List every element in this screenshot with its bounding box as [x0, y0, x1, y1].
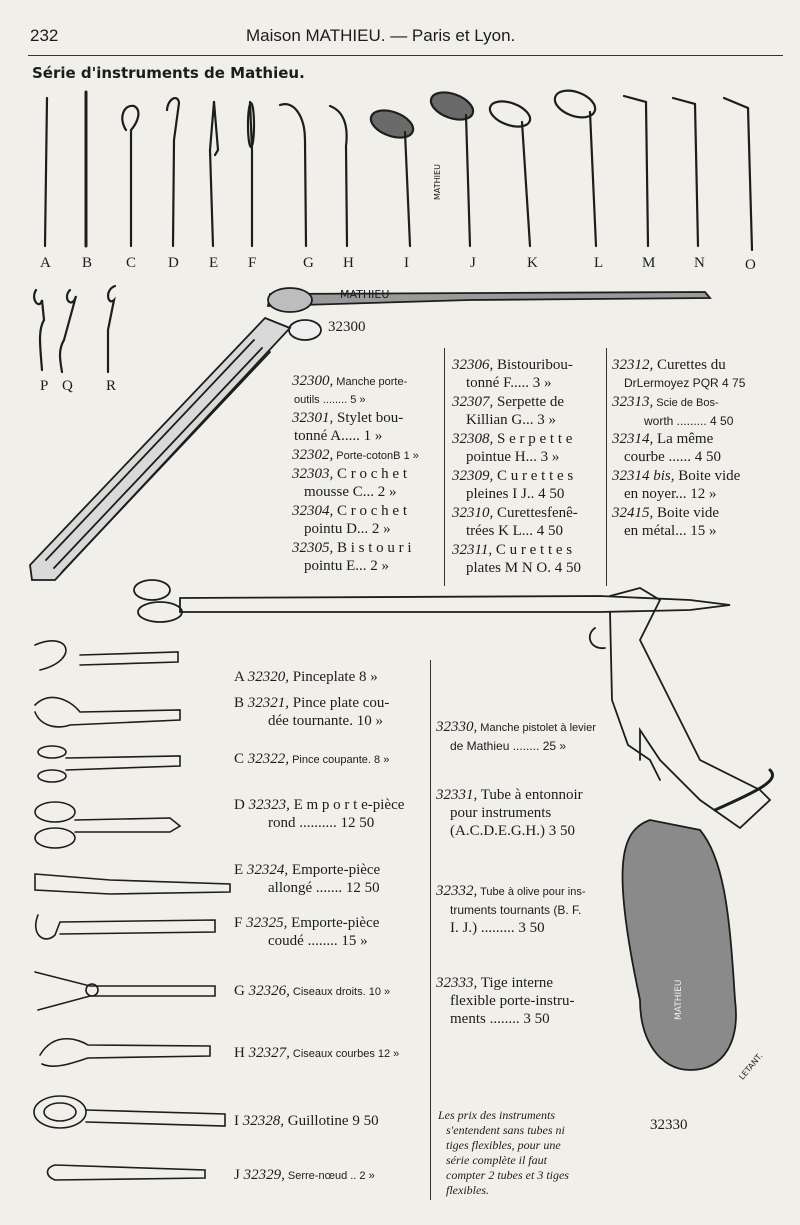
entry-price: mousse C... 2 » [304, 484, 397, 500]
punch-E [35, 874, 230, 894]
entry-price: rond .......... 12 50 [268, 815, 375, 831]
entry-price: trées K L... 4 50 [466, 523, 564, 539]
letter-C: C [126, 255, 137, 271]
entry-text: Manche porte- [333, 376, 408, 388]
column-divider [444, 348, 445, 586]
catalog-number: 32320, [247, 669, 290, 685]
column-divider [606, 348, 607, 586]
instrument-G-serpette [280, 104, 306, 246]
entry-price: outils ........ 5 » [294, 394, 366, 406]
catalog-number: 32314 bis, [612, 468, 675, 484]
entry-text: Pinceplate 8 » [289, 669, 378, 685]
letter-I: I [404, 255, 409, 271]
instrument-H-serpette [330, 106, 347, 246]
entry-price: courbe ...... 4 50 [624, 449, 722, 465]
price-column-1 [292, 372, 442, 576]
column-divider [430, 660, 431, 1200]
price-entry [234, 1044, 399, 1063]
price-entry [292, 372, 442, 409]
price-entry [452, 504, 602, 541]
catalog-number: 32314, [612, 431, 654, 447]
letter-F: F [234, 915, 243, 931]
instrument-D-hook [167, 98, 179, 246]
letter-D: D [234, 797, 245, 813]
scissors-H [40, 1039, 210, 1066]
forceps-C [38, 746, 180, 782]
entry-text: Curettes du [653, 357, 726, 373]
catalog-number: 32321, [247, 695, 290, 711]
instrument-Q [60, 290, 76, 372]
catalog-number: 32325, [246, 915, 288, 931]
entry-price: coudé ........ 15 » [268, 933, 368, 949]
catalog-number: 32415, [612, 505, 654, 521]
forceps-A [35, 641, 178, 670]
entry-text: B i s t o u r i [333, 540, 412, 556]
entry-price: (A.C.D.E.G.H.) 3 50 [450, 823, 575, 839]
price-entry [234, 668, 378, 686]
entry-price: dée tournante. 10 » [268, 713, 383, 729]
catalog-number: 32310, [452, 505, 494, 521]
catalog-number: 32311, [452, 542, 493, 558]
entry-text: Tube à olive pour ins- [477, 886, 586, 898]
letter-L: L [594, 255, 604, 271]
letter-G: G [303, 255, 314, 271]
entry-text: Ciseaux droits. 10 » [289, 986, 391, 998]
letter-C: C [234, 751, 245, 767]
entry-text: S e r p e t t e [493, 431, 573, 447]
entry-text: C u r e t t e s [492, 542, 573, 558]
letter-B: B [234, 695, 245, 711]
catalog-number: 32313, [612, 394, 654, 410]
letter-H: H [234, 1045, 245, 1061]
letter-F: F [248, 255, 257, 271]
instrument-O-curette [724, 98, 752, 250]
entry-line: truments tournants (B. F. [450, 903, 582, 917]
entry-text: Tige interne [477, 975, 554, 991]
entry-price: pointu D... 2 » [304, 521, 391, 537]
letter-P: P [40, 378, 49, 394]
footnote-line: tiges flexibles, pour une [446, 1138, 561, 1152]
catalog-number: 32303, [292, 466, 334, 482]
footnote-line: flexibles. [446, 1183, 489, 1197]
letter-E: E [234, 862, 244, 878]
letter-N: N [694, 255, 705, 271]
price-entry [612, 467, 772, 504]
instrument-C-hook [122, 106, 138, 246]
entry-text: C r o c h e t [333, 503, 407, 519]
catalog-number: 32309, [452, 468, 494, 484]
price-entry [234, 1166, 375, 1185]
snare-J [48, 1165, 206, 1180]
price-entry [436, 974, 575, 1028]
punch-F [36, 915, 215, 939]
price-entry [452, 356, 602, 393]
catalog-number: 32326, [248, 983, 290, 999]
catalog-number: 32322, [247, 751, 290, 767]
entry-text: Emporte-pièce [287, 915, 380, 931]
entry-price: tonné F..... 3 » [466, 375, 552, 391]
entry-price: pointue H... 3 » [466, 449, 560, 465]
entry-text: Bistouribou- [493, 357, 573, 373]
entry-text: Pince coupante. 8 » [289, 754, 390, 766]
handle-stamp: MATHIEU [340, 288, 390, 301]
letter-B: B [82, 255, 93, 271]
entry-text: Serpette de [493, 394, 565, 410]
letter-D: D [168, 255, 179, 271]
price-entry [612, 504, 772, 541]
price-column-2 [452, 356, 602, 578]
entry-text: Guillotine 9 50 [284, 1113, 379, 1129]
catalog-number: 32306, [452, 357, 494, 373]
letter-R: R [106, 378, 117, 394]
letter-O: O [745, 257, 756, 273]
entry-price: I. J.) ......... 3 50 [450, 920, 545, 936]
entry-text: Serre-nœud .. 2 » [284, 1170, 375, 1182]
letter-M: M [642, 255, 656, 271]
instrument-L-curette [551, 86, 599, 246]
letter-A: A [40, 255, 51, 271]
entry-text: Manche pistolet à levier [477, 722, 596, 734]
footnote-line: Les prix des instruments [438, 1108, 555, 1122]
catalog-number: 32327, [248, 1045, 290, 1061]
entry-price: Killian G... 3 » [466, 412, 556, 428]
letter-I: I [234, 1113, 239, 1129]
catalog-number: 32304, [292, 503, 334, 519]
page-header-title: Maison MATHIEU. — Paris et Lyon. [246, 26, 516, 45]
catalog-number: 32330, [436, 719, 478, 735]
series-title: Série d'instruments de Mathieu. [32, 64, 305, 82]
price-entry [452, 541, 602, 578]
catalog-number: 32328, [242, 1113, 284, 1129]
letter-Q: Q [62, 378, 73, 394]
instrument-F-bistoury [248, 102, 254, 246]
entry-price: pleines I J.. 4 50 [466, 486, 565, 502]
entry-price: DrLermoyez PQR 4 75 [624, 376, 746, 390]
price-entry [234, 796, 404, 832]
catalog-number: 32323, [248, 797, 290, 813]
catalog-number: 32332, [436, 883, 478, 899]
letter-J: J [470, 255, 476, 271]
letter-A: A [234, 669, 245, 685]
price-entry [292, 502, 442, 539]
entry-text: La même [653, 431, 714, 447]
entry-text: Tube à entonnoir [477, 787, 583, 803]
page-number: 232 [30, 26, 59, 45]
instrument-R [108, 286, 115, 372]
letter-K: K [527, 255, 538, 271]
guillotine-I [34, 1096, 225, 1128]
entry-text: Boite vide [653, 505, 720, 521]
price-entry [612, 393, 772, 430]
price-entry [234, 1112, 379, 1130]
catalog-number: 32301, [292, 410, 334, 426]
scissors-G [35, 972, 215, 1010]
price-entry [452, 467, 602, 504]
catalog-number: 32307, [452, 394, 494, 410]
engraver-signature: LETANT. [737, 1051, 765, 1082]
entry-price: plates M N O. 4 50 [466, 560, 581, 576]
handle-fig-number: 32300 [328, 319, 366, 335]
entry-text: Boite vide [674, 468, 741, 484]
catalog-number: 32300, [292, 373, 334, 389]
instrument-E-bistoury [210, 102, 218, 246]
instrument-M-curette [624, 96, 648, 246]
price-column-3 [612, 356, 772, 541]
entry-price: tonné A..... 1 » [294, 428, 383, 444]
price-entry [436, 718, 596, 755]
catalog-number: 32305, [292, 540, 334, 556]
price-entry [292, 539, 442, 576]
footnote-line: s'entendent sans tubes ni [446, 1123, 565, 1137]
instrument-I-curette [367, 105, 417, 246]
entry-text: Porte-cotonB 1 » [333, 450, 419, 462]
entry-text: Curettesfenê- [493, 505, 578, 521]
price-entry [292, 465, 442, 502]
punch-D [35, 802, 180, 848]
letter-J: J [234, 1167, 240, 1183]
entry-price: en noyer... 12 » [624, 486, 717, 502]
pistol-handle-stamp: MATHIEU [674, 979, 684, 1020]
entry-text: E m p o r t e-pièce [289, 797, 405, 813]
entry-text: Stylet bou- [333, 410, 404, 426]
entry-text: C r o c h e t [333, 466, 407, 482]
entry-line: pour instruments [450, 805, 552, 821]
entry-text: Ciseaux courbes 12 » [289, 1048, 400, 1060]
footnote-line: compter 2 tubes et 3 tiges [446, 1168, 569, 1182]
catalog-number: 32331, [436, 787, 478, 803]
pistol-fig-number: 32330 [650, 1117, 688, 1133]
price-entry [612, 430, 772, 467]
entry-text: Scie de Bos- [653, 397, 719, 409]
instrument-N-curette [673, 98, 698, 246]
price-entry [292, 446, 442, 465]
entry-price: worth ......... 4 50 [644, 414, 734, 428]
price-entry [234, 861, 380, 897]
entry-line: flexible porte-instru- [450, 993, 575, 1009]
instrument-A-stylet [45, 98, 47, 246]
price-entry [292, 409, 442, 446]
catalog-number: 32308, [452, 431, 494, 447]
price-entry [234, 750, 389, 769]
price-entry [436, 786, 583, 840]
mathieu-stamp: MATHIEU [433, 164, 442, 200]
price-entry [234, 982, 390, 1001]
price-entry [612, 356, 772, 393]
catalog-number: 32324, [246, 862, 289, 878]
letter-E: E [209, 255, 219, 271]
price-entry [452, 393, 602, 430]
instrument-P [34, 290, 44, 370]
catalog-number: 32329, [243, 1167, 285, 1183]
entry-text: Emporte-pièce [288, 862, 381, 878]
instrument-K-curette [487, 96, 534, 246]
catalog-number: 32312, [612, 357, 654, 373]
entry-price: en métal... 15 » [624, 523, 717, 539]
price-entry [436, 882, 585, 937]
price-entry [234, 914, 379, 950]
catalog-number: 32302, [292, 447, 334, 463]
price-entry [452, 430, 602, 467]
entry-text: Pince plate cou- [289, 695, 390, 711]
entry-price: pointu E... 2 » [304, 558, 389, 574]
price-footnote [438, 1108, 569, 1198]
entry-text: C u r e t t e s [493, 468, 574, 484]
entry-price: ments ........ 3 50 [450, 1011, 550, 1027]
entry-price: de Mathieu ........ 25 » [450, 739, 567, 753]
forceps-B [35, 697, 180, 726]
letter-G: G [234, 983, 245, 999]
entry-price: allongé ....... 12 50 [268, 880, 380, 896]
price-entry [234, 694, 389, 730]
letter-H: H [343, 255, 354, 271]
footnote-line: série complète il faut [446, 1153, 547, 1167]
catalog-number: 32333, [436, 975, 478, 991]
